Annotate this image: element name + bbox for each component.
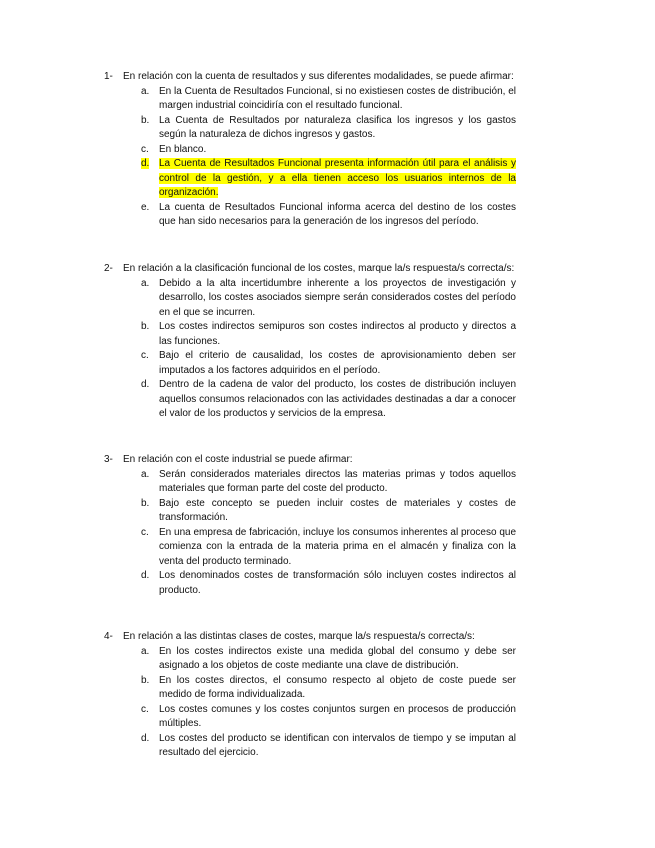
option-d <box>104 732 516 761</box>
question-4 <box>104 630 516 761</box>
question-text: En relación con el coste industrial se puede afirmar: <box>123 454 353 465</box>
option-letter: b. <box>141 497 150 509</box>
option-letter: d. <box>141 570 150 581</box>
option-text: En los costes indirectos existe una medida global del consumo y debe ser asignado a los objetos de coste mediante una clave de distribución. <box>159 645 516 671</box>
question-header <box>104 70 516 85</box>
question-1 <box>104 70 516 230</box>
option-letter: a. <box>141 468 150 480</box>
question-header <box>104 453 516 468</box>
option-b <box>104 674 516 703</box>
option-text: Los denominados costes de transformación sólo incluyen costes indirectos al producto. <box>159 570 516 596</box>
option-text: En blanco. <box>159 143 207 155</box>
option-letter: b. <box>141 674 150 686</box>
option-text: Debido a la alta incertidumbre inherente a los proyectos de investigación y desarrollo, los costes asociados siempre serán considerados costes del período en el que se incurren. <box>159 277 516 318</box>
option-c <box>104 349 516 378</box>
question-number: 2- <box>104 263 113 274</box>
options-list <box>104 468 516 599</box>
question-number: 4- <box>104 631 113 642</box>
option-d-highlighted <box>104 157 516 201</box>
question-2 <box>104 262 516 422</box>
option-letter: c. <box>141 703 149 715</box>
option-letter: a. <box>141 277 150 289</box>
question-number: 3- <box>104 454 113 465</box>
option-text-highlighted <box>159 157 516 201</box>
option-a <box>104 277 516 321</box>
option-b <box>104 497 516 526</box>
option-text: En una empresa de fabricación, incluye los consumos inherentes al proceso que comienza con la entrada de la materia prima en el almacén y finaliza con la venta del producto terminado. <box>159 526 516 567</box>
option-text: En los costes directos, el consumo respecto al objeto de coste puede ser medido de forma individualizada. <box>159 674 516 700</box>
question-number: 1- <box>104 71 113 82</box>
question-text: En relación con la cuenta de resultados y sus diferentes modalidades, se puede afirmar: <box>123 71 514 82</box>
option-text: Bajo este concepto se pueden incluir costes de materiales y costes de transformación. <box>159 497 516 523</box>
option-b <box>104 320 516 349</box>
question-header <box>104 630 516 645</box>
question-text: En relación a la clasificación funcional de los costes, marque la/s respuesta/s correcta/s: <box>123 263 515 274</box>
option-b <box>104 114 516 143</box>
option-letter: d. <box>141 732 150 744</box>
option-d <box>104 378 516 422</box>
option-text: Dentro de la cadena de valor del producto, los costes de distribución incluyen aquellos consumos relacionados con las actividades destinadas a dar a conocer el valor de los productos y servicios de la empresa. <box>159 379 516 419</box>
option-letter: a. <box>141 85 150 97</box>
option-text: En la Cuenta de Resultados Funcional, si no existiesen costes de distribución, el margen industrial coincidiría con el resultado funcional. <box>159 85 516 111</box>
question-3 <box>104 453 516 598</box>
option-c <box>104 526 516 570</box>
option-a <box>104 85 516 114</box>
options-list <box>104 645 516 761</box>
option-letter: c. <box>141 526 149 538</box>
question-header <box>104 262 516 277</box>
option-c <box>104 703 516 732</box>
option-a <box>104 468 516 497</box>
option-letter: a. <box>141 645 150 657</box>
option-text: La cuenta de Resultados Funcional informa acerca del destino de los costes que han sido necesarios para la generación de los ingresos del período. <box>159 201 516 227</box>
option-text: Los costes indirectos semipuros son costes indirectos al producto y directos a las funciones. <box>159 321 516 347</box>
option-letter: c. <box>141 143 149 155</box>
option-text: Serán considerados materiales directos las materias primas y todos aquellos materiales que forman parte del coste del producto. <box>159 468 516 494</box>
option-e <box>104 201 516 230</box>
options-list <box>104 85 516 230</box>
option-letter: e. <box>141 201 150 213</box>
option-a <box>104 645 516 674</box>
option-letter: b. <box>141 114 150 126</box>
option-c <box>104 143 516 158</box>
option-text: Los costes del producto se identifican con intervalos de tiempo y se imputan al resultado del ejercicio. <box>159 732 516 758</box>
option-d <box>104 569 516 598</box>
option-letter: d. <box>141 379 150 390</box>
option-letter: c. <box>141 350 149 361</box>
option-text: La Cuenta de Resultados por naturaleza clasifica los ingresos y los gastos según la naturaleza de dichos ingresos y gastos. <box>159 114 516 140</box>
option-text: Bajo el criterio de causalidad, los costes de aprovisionamiento deben ser imputados a los factores adquiridos en el período. <box>159 350 516 376</box>
options-list <box>104 277 516 422</box>
highlight-mark: La Cuenta de Resultados Funcional presenta información útil para el análisis y control de la gestión, y a ella tienen acceso los usuarios internos de la organización. <box>159 158 516 198</box>
highlight-mark: d. <box>141 158 150 169</box>
option-text: Los costes comunes y los costes conjuntos surgen en procesos de producción múltiples. <box>159 703 516 729</box>
question-text: En relación a las distintas clases de costes, marque la/s respuesta/s correcta/s: <box>123 631 475 642</box>
option-letter <box>141 157 159 201</box>
option-letter: b. <box>141 321 150 332</box>
